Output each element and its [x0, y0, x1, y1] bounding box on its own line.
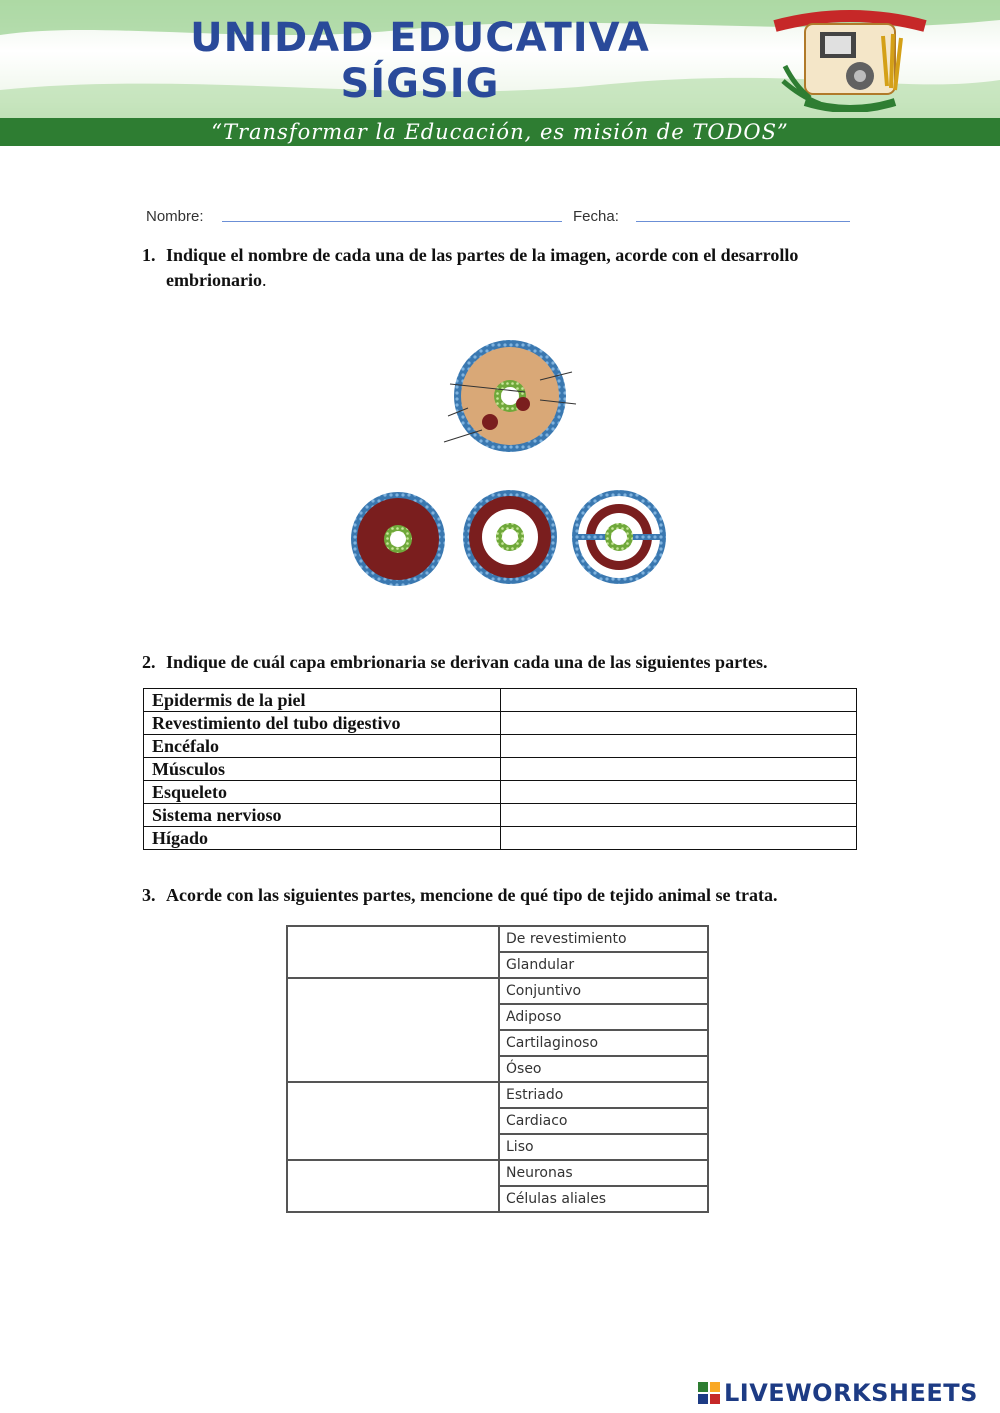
school-motto: “Transformar la Educación, es misión de TODOS”	[0, 118, 1000, 146]
answer-cell[interactable]	[501, 735, 857, 758]
table-row	[144, 781, 857, 804]
embryonic-layer-table	[143, 688, 857, 850]
table-row	[144, 689, 857, 712]
table-row	[287, 1082, 708, 1108]
answer-cell[interactable]	[501, 827, 857, 850]
embryo-bottom-middle	[463, 490, 557, 584]
table-row	[144, 712, 857, 735]
question-1-period: .	[262, 270, 267, 290]
table-row	[287, 926, 708, 952]
tissue-item: Óseo	[499, 1056, 708, 1082]
embryo-diagram	[340, 336, 680, 596]
date-field[interactable]	[636, 221, 850, 222]
question-3-text: Acorde con las siguientes partes, mencione de qué tipo de tejido animal se trata.	[166, 885, 778, 905]
tissue-answer-cell[interactable]	[287, 1160, 499, 1212]
answer-cell[interactable]	[501, 758, 857, 781]
table-row	[144, 827, 857, 850]
header-banner	[0, 0, 1000, 146]
question-3-number: 3.	[142, 885, 156, 905]
part-label: Revestimiento del tubo digestivo	[144, 712, 501, 735]
tissue-item: Estriado	[499, 1082, 708, 1108]
table-row	[144, 735, 857, 758]
answer-cell[interactable]	[501, 712, 857, 735]
liveworksheets-mark-icon	[698, 1382, 720, 1404]
date-label: Fecha:	[573, 208, 619, 225]
liveworksheets-brand: LIVEWORKSHEETS	[724, 1379, 978, 1407]
question-1-body: Indique el nombre de cada una de las partes de la imagen, acorde con el desarrollo embrionario	[166, 245, 799, 290]
tissue-item: Conjuntivo	[499, 978, 708, 1004]
tissue-item: De revestimiento	[499, 926, 708, 952]
tissue-item: Células aliales	[499, 1186, 708, 1212]
question-2	[142, 650, 862, 675]
embryo-top	[444, 340, 576, 452]
tissue-item: Glandular	[499, 952, 708, 978]
question-1-number: 1.	[142, 245, 156, 265]
question-1	[142, 243, 862, 293]
question-3	[142, 883, 862, 908]
part-label: Epidermis de la piel	[144, 689, 501, 712]
part-label: Esqueleto	[144, 781, 501, 804]
tissue-answer-cell[interactable]	[287, 926, 499, 978]
liveworksheets-logo[interactable]	[698, 1380, 998, 1406]
tissue-answer-cell[interactable]	[287, 1082, 499, 1160]
table-row	[144, 804, 857, 827]
part-label: Músculos	[144, 758, 501, 781]
answer-cell[interactable]	[501, 689, 857, 712]
school-name-line1: UNIDAD EDUCATIVA	[190, 15, 650, 61]
question-2-text: Indique de cuál capa embrionaria se derivan cada una de las siguientes partes.	[166, 652, 768, 672]
table-row	[287, 978, 708, 1004]
answer-cell[interactable]	[501, 804, 857, 827]
school-name	[100, 15, 740, 107]
answer-cell[interactable]	[501, 781, 857, 804]
part-label: Encéfalo	[144, 735, 501, 758]
name-field[interactable]	[222, 221, 562, 222]
table-row	[144, 758, 857, 781]
student-info-line	[146, 206, 856, 228]
tissue-item: Neuronas	[499, 1160, 708, 1186]
tissue-answer-cell[interactable]	[287, 978, 499, 1082]
part-label: Hígado	[144, 827, 501, 850]
table-row	[287, 1160, 708, 1186]
question-1-text	[166, 243, 862, 293]
tissue-item: Cardiaco	[499, 1108, 708, 1134]
part-label: Sistema nervioso	[144, 804, 501, 827]
school-name-line2: SÍGSIG	[340, 61, 500, 107]
embryo-bottom-right	[572, 490, 666, 584]
embryo-bottom-left	[351, 492, 445, 586]
name-label: Nombre:	[146, 208, 204, 225]
tissue-type-table	[286, 925, 709, 1213]
tissue-item: Adiposo	[499, 1004, 708, 1030]
tissue-item: Cartilaginoso	[499, 1030, 708, 1056]
school-crest-icon	[765, 6, 935, 112]
question-2-number: 2.	[142, 652, 156, 672]
tissue-item: Liso	[499, 1134, 708, 1160]
